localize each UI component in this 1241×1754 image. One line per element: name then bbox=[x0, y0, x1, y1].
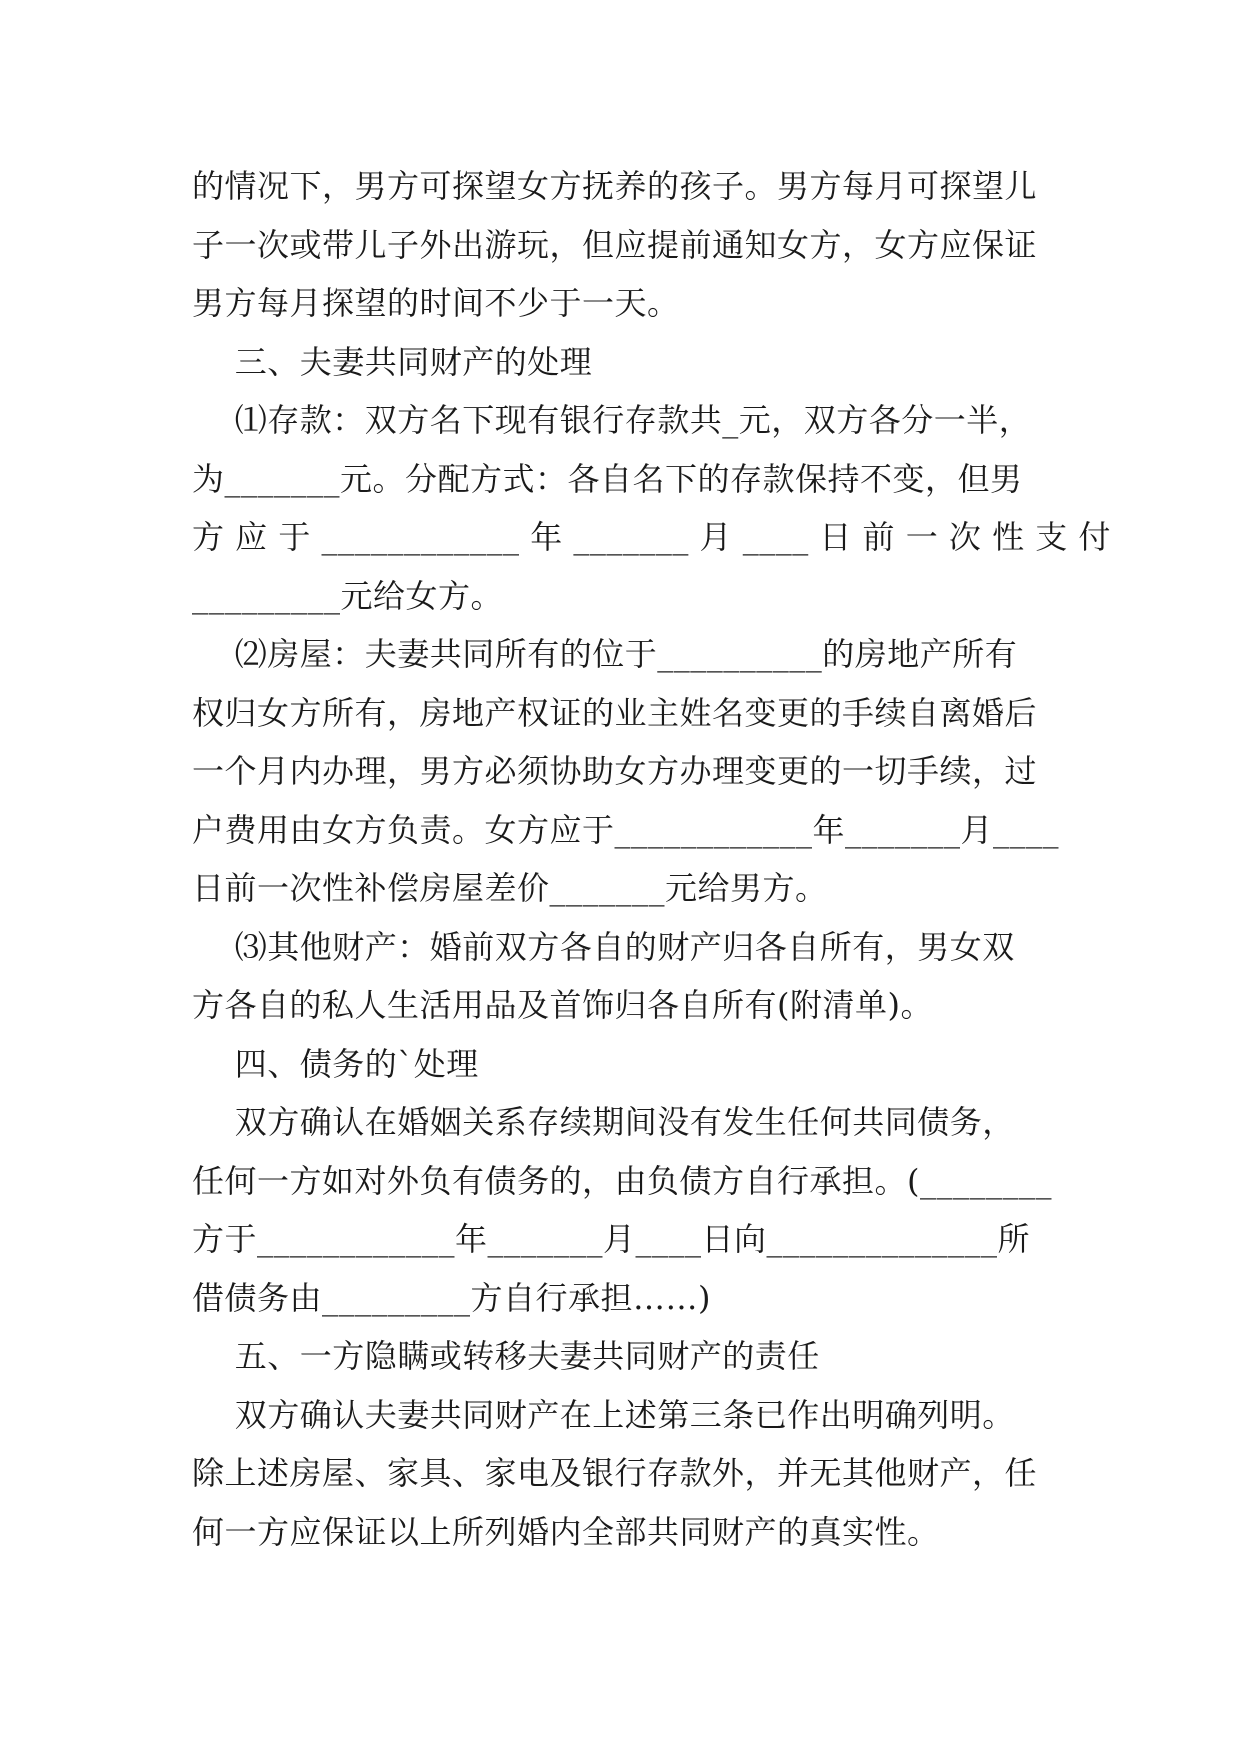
text-line: 方各自的私人生活用品及首饰归各自所有(附清单)。 bbox=[192, 986, 933, 1024]
text-line: 户费用由女方负责。女方应于____________年_______月____ bbox=[192, 810, 1060, 849]
text-line: 除上述房屋、家具、家电及银行存款外，并无其他财产，任 bbox=[192, 1454, 1038, 1492]
text-line: 借债务由_________方自行承担……) bbox=[192, 1278, 711, 1317]
section-heading: 四、债务的`处理 bbox=[192, 1044, 479, 1083]
text-line: 男方每月探望的时间不少于一天。 bbox=[192, 284, 680, 322]
section-heading: 五、一方隐瞒或转移夫妻共同财产的责任 bbox=[192, 1337, 820, 1375]
text-line: 的情况下，男方可探望女方抚养的孩子。男方每月可探望儿 bbox=[192, 167, 1038, 205]
document-body bbox=[192, 157, 1111, 1561]
text-line: ⑶其他财产：婚前双方各自的财产归各自所有，男女双 bbox=[192, 927, 1015, 966]
text-line: 双方确认夫妻共同财产在上述第三条已作出明确列明。 bbox=[192, 1395, 1015, 1434]
text-line: 权归女方所有，房地产权证的业主姓名变更的手续自离婚后 bbox=[192, 693, 1038, 732]
text-line: 方 应 于 ____________ 年 _______ 月 ____ 日 前 一 次 性 支 付 bbox=[192, 518, 1111, 556]
text-line: 双方确认在婚姻关系存续期间没有发生任何共同债务， bbox=[192, 1103, 1015, 1141]
text-line: 日前一次性补偿房屋差价_______元给男方。 bbox=[192, 869, 828, 907]
text-line: ⑴存款：双方名下现有银行存款共_元，双方各分一半， bbox=[192, 401, 1032, 439]
section-heading: 三、夫妻共同财产的处理 bbox=[192, 342, 593, 381]
text-line: 一个月内办理，男方必须协助女方办理变更的一切手续，过 bbox=[192, 752, 1038, 790]
text-line: 何一方应保证以上所列婚内全部共同财产的真实性。 bbox=[192, 1512, 940, 1551]
text-line: _________元给女方。 bbox=[192, 576, 504, 615]
text-line: 为_______元。分配方式：各自名下的存款保持不变，但男 bbox=[192, 459, 1023, 498]
text-line: 子一次或带儿子外出游玩，但应提前通知女方，女方应保证 bbox=[192, 225, 1038, 264]
text-line: ⑵房屋：夫妻共同所有的位于__________的房地产所有 bbox=[192, 635, 1018, 673]
text-line: 方于____________年_______月____日向______________所 bbox=[192, 1220, 1031, 1258]
text-line: 任何一方如对外负有债务的，由负债方自行承担。(________ bbox=[192, 1161, 1052, 1200]
